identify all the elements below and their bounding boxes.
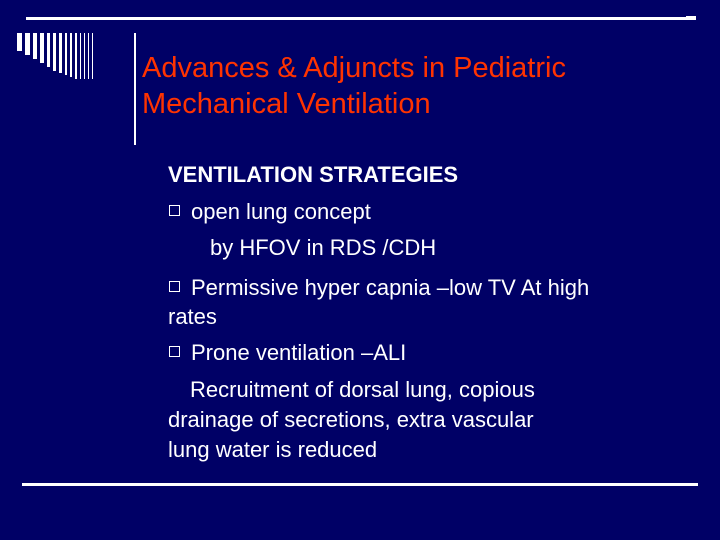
hollow-square-icon xyxy=(169,205,180,216)
title-line-2: Mechanical Ventilation xyxy=(142,88,431,120)
title-line-1: Advances & Adjuncts in Pediatric xyxy=(142,52,566,84)
hollow-square-icon xyxy=(169,281,180,292)
bullet-3-sub-3: lung water is reduced xyxy=(168,437,378,462)
bullet-2-line-1: Permissive hyper capnia –low TV At high xyxy=(191,275,590,300)
bullet-3-sub-2: drainage of secretions, extra vascular xyxy=(168,407,534,432)
bullet-2-line-2: rates xyxy=(168,304,217,329)
bullet-3-text: Prone ventilation –ALI xyxy=(191,340,407,365)
bullet-1-sub: by HFOV in RDS /CDH xyxy=(210,235,437,260)
bottom-rule xyxy=(22,483,698,486)
bullet-1-text: open lung concept xyxy=(191,199,371,224)
hollow-square-icon xyxy=(169,346,180,357)
bullet-3-sub-1: Recruitment of dorsal lung, copious xyxy=(190,377,535,402)
section-heading: VENTILATION STRATEGIES xyxy=(168,162,459,187)
